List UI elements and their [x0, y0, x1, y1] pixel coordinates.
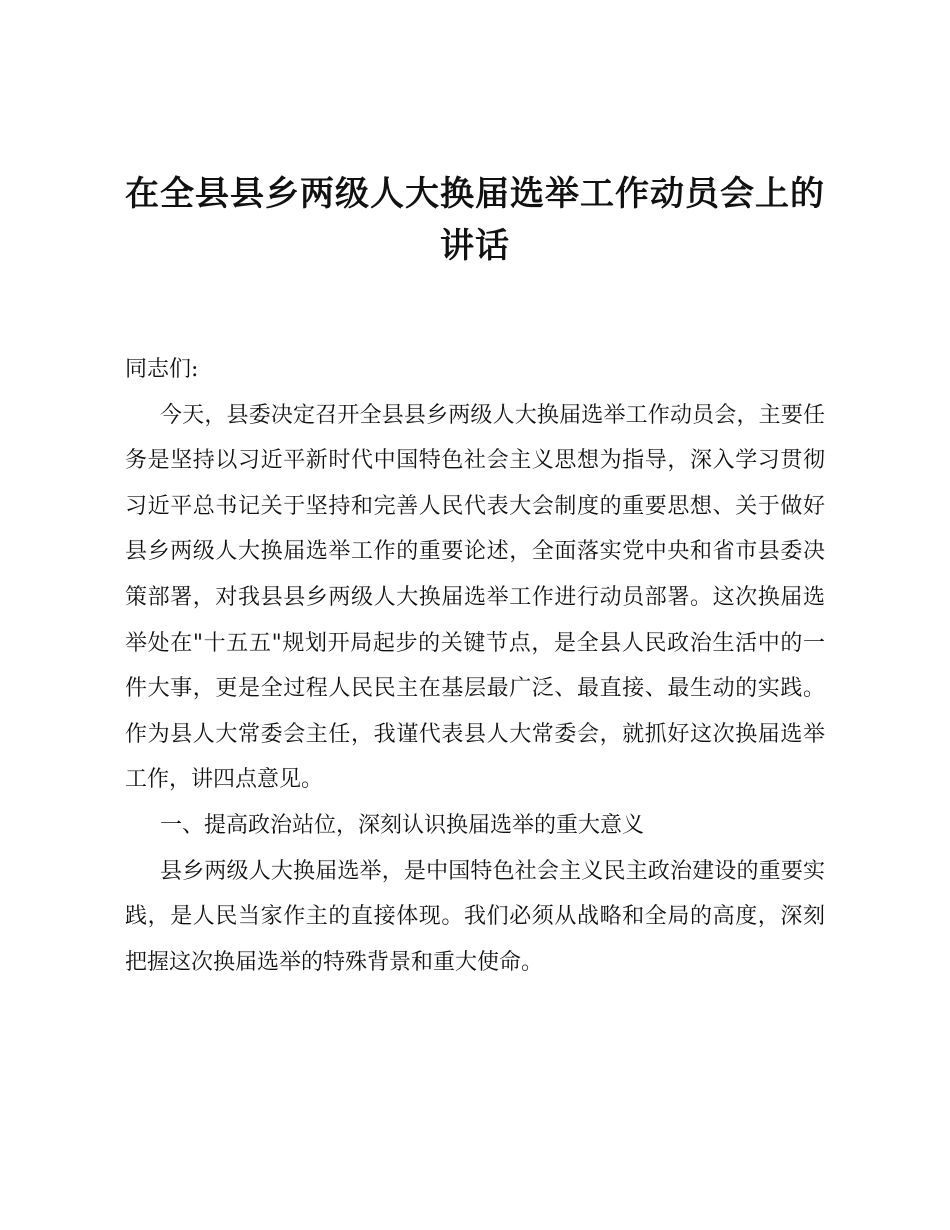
document-title	[125, 168, 825, 272]
document-body	[125, 347, 825, 985]
title-line-1: 在全县县乡两级人大换届选举工作动员会上的	[125, 174, 825, 214]
section-heading: 一、提高政治站位，深刻认识换届选举的重大意义	[160, 812, 645, 838]
section-paragraph: 县乡两级人大换届选举，是中国特色社会主义民主政治建设的重要实践，是人民当家作主的直接体现。我们必须从战略和全局的高度，深刻把握这次换届选举的特殊背景和重大使命。	[125, 858, 825, 975]
title-line-2: 讲话	[440, 226, 510, 266]
salutation: 同志们:	[125, 357, 199, 382]
intro-paragraph: 今天，县委决定召开全县县乡两级人大换届选举工作动员会，主要任务是坚持以习近平新时代中国特色社会主义思想为指导，深入学习贯彻习近平总书记关于坚持和完善人民代表大会制度的重要思想、关于做好县乡两级人大换届选举工作的重要论述，全面落实党中央和省市县委决策部署，对我县县乡两级人大换届选举工作进行动员部署。这次换届选举处在"十五五"规划开局起步的关键节点，是全县人民政治生活中的一件大事，更是全过程人民民主在基层最广泛、最直接、最生动的实践。作为县人大常委会主任，我谨代表县人大常委会，就抓好这次换届选举工作，讲四点意见。	[125, 402, 825, 793]
